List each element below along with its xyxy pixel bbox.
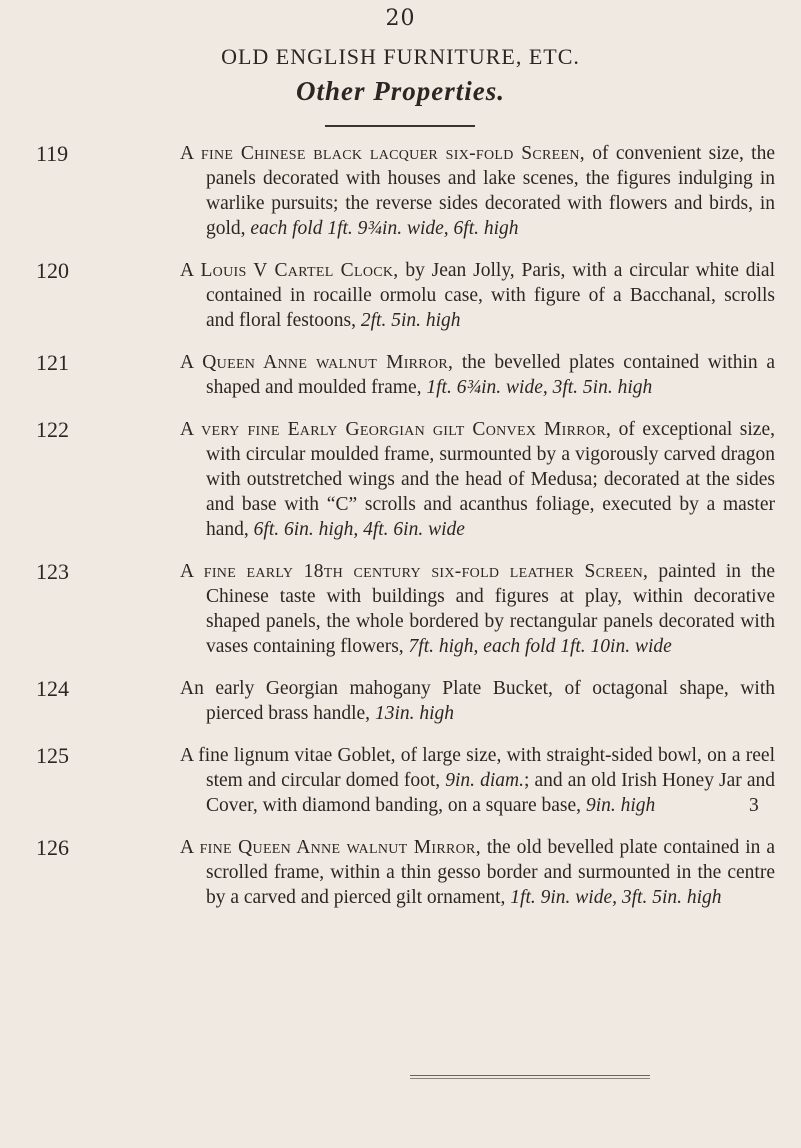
lot-list <box>0 141 801 927</box>
lot-124 <box>0 676 801 726</box>
lot-119 <box>0 141 801 241</box>
lot-number: 121 <box>36 350 69 375</box>
lot-number: 124 <box>36 676 69 701</box>
lot-body: by Jean Jolly, Paris, with a circular white dial contained in rocaille ormolu case, with figure of a Bacchanal, scrolls and floral festoons, <box>206 260 776 331</box>
lot-dimensions: 6ft. 6in. high, 4ft. 6in. wide <box>248 519 465 540</box>
end-rule-secondary <box>410 1078 650 1079</box>
lot-lead: A fine early 18th century six-fold leather Screen, <box>180 561 649 582</box>
lot-description: A fine lignum vitae Goblet, of large size, with straight-sided bowl, on a reel stem and circular domed foot, 9in. diam.; and an old Irish Honey Jar and Cover, with diamond banding, on a square base, 9in. high 3 <box>180 745 775 816</box>
lot-dimensions: each fold 1ft. 9¾in. wide, 6ft. high <box>245 218 519 239</box>
lot-description <box>180 559 776 659</box>
lot-number: 126 <box>36 835 69 860</box>
lot-dimensions: 2ft. 5in. high <box>356 310 461 331</box>
lot-dimensions: 9in. diam. <box>440 770 524 791</box>
lot-lead: A fine Chinese black lacquer six-fold Screen, <box>180 143 585 164</box>
end-rule <box>410 1075 650 1076</box>
lot-lead: A Louis V Cartel Clock, <box>180 260 399 281</box>
lot-125 <box>0 743 801 818</box>
lot-lead: A very fine Early Georgian gilt Convex Mirror, <box>180 419 612 440</box>
lot-body: of exceptional size, with circular moulded frame, surmounted by a vigorously carved dragon with outstretched wings and the head of Medusa; decorated at the sides and base with “C” scrolls and acanthus foliage, executed by a master hand, <box>206 419 775 540</box>
lot-description <box>180 676 775 726</box>
lot-body: A fine lignum vitae Goblet, of large size, with straight-sided bowl, on a reel stem and circular domed foot, <box>180 745 775 791</box>
lot-description <box>180 417 775 542</box>
lot-description <box>180 835 776 910</box>
lot-dimensions: 1ft. 6¾in. wide, 3ft. 5in. high <box>421 377 653 398</box>
lot-120 <box>0 258 801 333</box>
section-title: Other Properties. <box>296 76 505 106</box>
lot-122 <box>0 417 801 542</box>
lot-number: 122 <box>36 417 69 442</box>
lot-126 <box>0 835 801 910</box>
lot-dimensions: 7ft. high, each fold 1ft. 10in. wide <box>403 636 672 657</box>
lot-number: 125 <box>36 743 69 768</box>
lot-number: 123 <box>36 559 69 584</box>
lot-body: An early Georgian mahogany Plate Bucket, of octagonal shape, with pierced brass handle, <box>180 678 775 724</box>
lot-number: 120 <box>36 258 69 283</box>
lot-123 <box>0 559 801 659</box>
lot-body: painted in the Chinese taste with buildings and figures at play, within decorative shaped panels, the whole bordered by rectangular panels decorated with vases containing flowers, <box>206 561 776 657</box>
lot-description <box>180 141 775 241</box>
lot-body: the old bevelled plate contained in a scrolled frame, within a thin gesso border and surmounted in the centre by a carved and pierced gilt ornament, <box>206 837 776 908</box>
page-number: 20 <box>385 6 416 31</box>
lot-dimensions: 13in. high <box>370 703 455 724</box>
lot-body: of convenient size, the panels decorated with houses and lake scenes, the figures indulging in warlike pursuits; the reverse sides decorated with flowers and birds, in gold, <box>206 143 775 239</box>
lot-dimensions-second: 9in. high <box>581 795 656 816</box>
lot-description <box>180 350 775 400</box>
lot-body: the bevelled plates contained within a shaped and moulded frame, <box>206 352 775 398</box>
lot-lead: A fine Queen Anne walnut Mirror, <box>180 837 481 858</box>
title-rule <box>325 125 475 127</box>
lot-number: 119 <box>36 141 69 166</box>
running-head: OLD ENGLISH FURNITURE, ETC. <box>221 44 580 69</box>
lot-lead: A Queen Anne walnut Mirror, <box>180 352 454 373</box>
lot-body-continued: ; and an old Irish Honey Jar and Cover, with diamond banding, on a square base, <box>206 770 775 816</box>
lot-dimensions: 1ft. 9in. wide, 3ft. 5in. high <box>505 887 722 908</box>
lot-121 <box>0 350 801 400</box>
lot-description <box>180 258 776 333</box>
